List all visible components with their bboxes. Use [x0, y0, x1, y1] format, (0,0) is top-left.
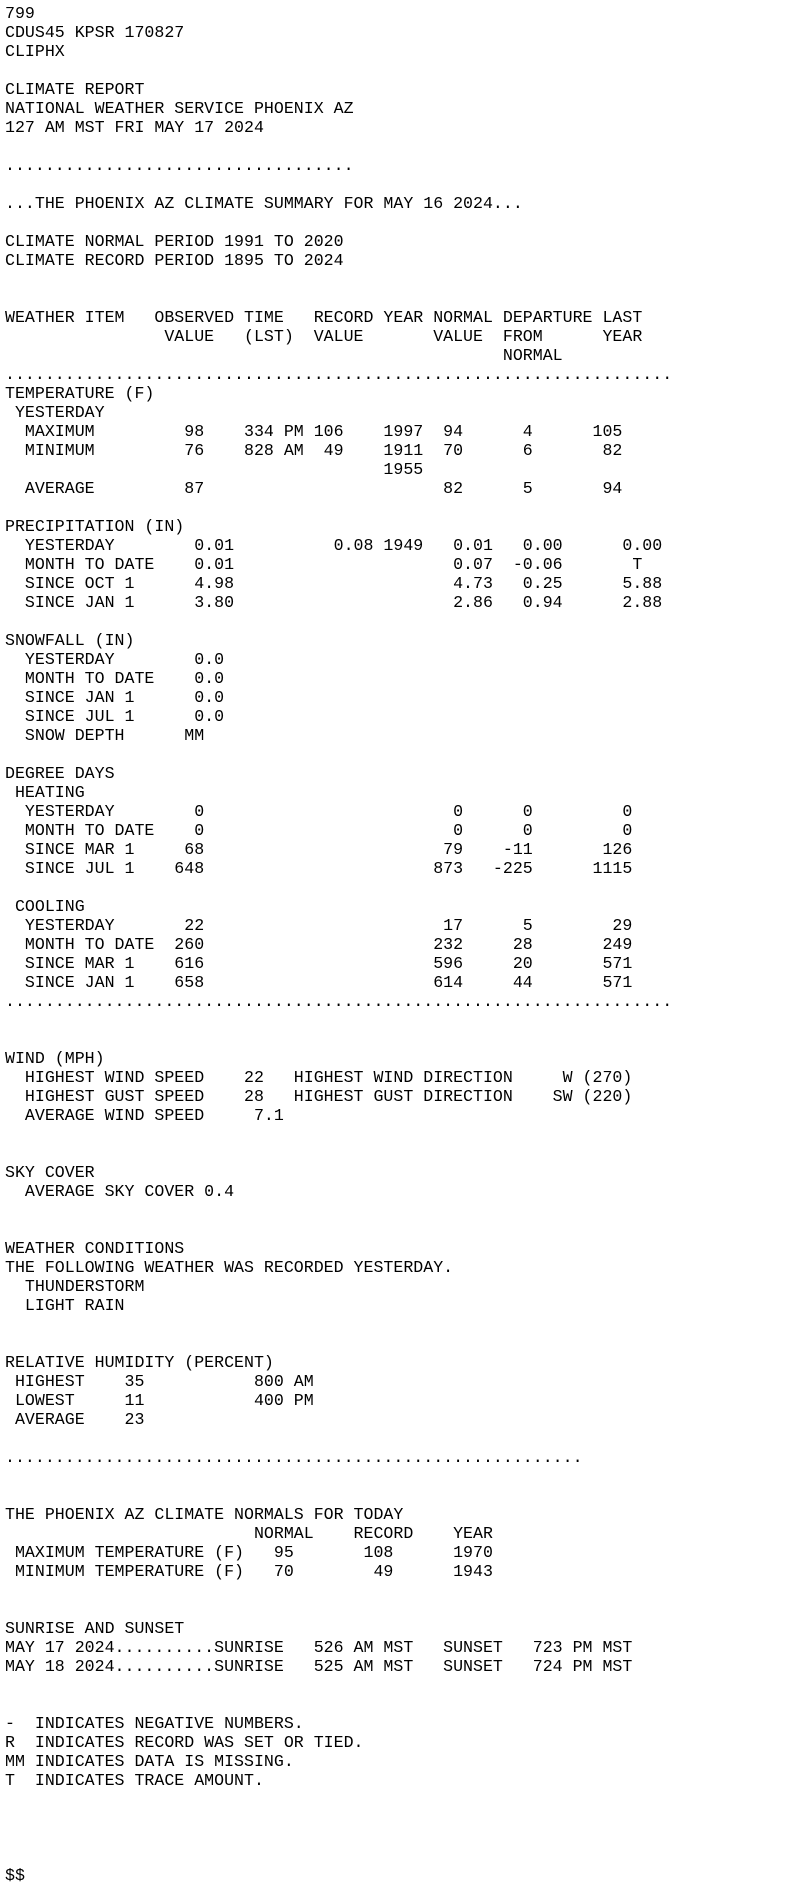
- report-line: SINCE MAR 1 616 596 20 571: [5, 954, 633, 973]
- report-line: WIND (MPH): [5, 1049, 105, 1068]
- report-line: - INDICATES NEGATIVE NUMBERS.: [5, 1714, 304, 1733]
- report-line: YESTERDAY 0 0 0 0: [5, 802, 633, 821]
- report-line: HIGHEST 35 800 AM: [5, 1372, 314, 1391]
- report-line: SNOW DEPTH MM: [5, 726, 205, 745]
- report-line: T INDICATES TRACE AMOUNT.: [5, 1771, 264, 1790]
- report-line: SINCE OCT 1 4.98 4.73 0.25 5.88: [5, 574, 663, 593]
- report-line: TEMPERATURE (F): [5, 384, 155, 403]
- report-line: SNOWFALL (IN): [5, 631, 135, 650]
- report-line: CDUS45 KPSR 170827: [5, 23, 185, 42]
- report-line: COOLING: [5, 897, 85, 916]
- report-line: ...THE PHOENIX AZ CLIMATE SUMMARY FOR MAY 16 2024...: [5, 194, 523, 213]
- report-line: [5, 289, 810, 308]
- report-line: [5, 1144, 810, 1163]
- report-line: HIGHEST WIND SPEED 22 HIGHEST WIND DIRECTION W (270): [5, 1068, 633, 1087]
- report-line: CLIMATE NORMAL PERIOD 1991 TO 2020: [5, 232, 344, 251]
- report-line: WEATHER CONDITIONS: [5, 1239, 185, 1258]
- report-line: THUNDERSTORM: [5, 1277, 145, 1296]
- report-line: MM INDICATES DATA IS MISSING.: [5, 1752, 294, 1771]
- report-line: AVERAGE 23: [5, 1410, 145, 1429]
- report-line: AVERAGE 87 82 5 94: [5, 479, 623, 498]
- report-line: [5, 612, 810, 631]
- report-line: HEATING: [5, 783, 85, 802]
- report-line: MINIMUM 76 828 AM 49 1911 70 6 82: [5, 441, 623, 460]
- report-line: SINCE JAN 1 0.0: [5, 688, 225, 707]
- report-line: 799: [5, 4, 35, 23]
- report-line: PRECIPITATION (IN): [5, 517, 185, 536]
- report-line: [5, 878, 810, 897]
- report-line: LIGHT RAIN: [5, 1296, 125, 1315]
- report-line: MINIMUM TEMPERATURE (F) 70 49 1943: [5, 1562, 493, 1581]
- report-line: THE PHOENIX AZ CLIMATE NORMALS FOR TODAY: [5, 1505, 404, 1524]
- report-line: WEATHER ITEM OBSERVED TIME RECORD YEAR NORMAL DEPARTURE LAST: [5, 308, 643, 327]
- report-line: [5, 1486, 810, 1505]
- report-line: YESTERDAY 0.01 0.08 1949 0.01 0.00 0.00: [5, 536, 663, 555]
- report-line: [5, 213, 810, 232]
- report-line: HIGHEST GUST SPEED 28 HIGHEST GUST DIRECTION SW (220): [5, 1087, 633, 1106]
- report-line: MAY 18 2024..........SUNRISE 525 AM MST SUNSET 724 PM MST: [5, 1657, 633, 1676]
- report-line: SINCE JAN 1 3.80 2.86 0.94 2.88: [5, 593, 663, 612]
- report-line: ...................................................................: [5, 992, 673, 1011]
- report-line: YESTERDAY 0.0: [5, 650, 225, 669]
- report-line: [5, 745, 810, 764]
- report-line: 1955: [5, 460, 424, 479]
- report-line: [5, 1220, 810, 1239]
- report-line: [5, 1695, 810, 1714]
- report-line: SINCE JAN 1 658 614 44 571: [5, 973, 633, 992]
- report-line: MONTH TO DATE 0 0 0 0: [5, 821, 633, 840]
- report-line: RELATIVE HUMIDITY (PERCENT): [5, 1353, 274, 1372]
- report-line: ..........................................................: [5, 1448, 583, 1467]
- report-line: MAY 17 2024..........SUNRISE 526 AM MST SUNSET 723 PM MST: [5, 1638, 633, 1657]
- report-line: [5, 1600, 810, 1619]
- report-line: SKY COVER: [5, 1163, 95, 1182]
- report-line: AVERAGE WIND SPEED 7.1: [5, 1106, 284, 1125]
- report-line: THE FOLLOWING WEATHER WAS RECORDED YESTERDAY.: [5, 1258, 454, 1277]
- report-line: VALUE (LST) VALUE VALUE FROM YEAR: [5, 327, 643, 346]
- report-line: [5, 1847, 810, 1866]
- report-line: ...................................: [5, 156, 354, 175]
- report-line: CLIMATE REPORT: [5, 80, 145, 99]
- report-line: [5, 270, 810, 289]
- report-line: LOWEST 11 400 PM: [5, 1391, 314, 1410]
- report-line: NORMAL: [5, 346, 563, 365]
- report-line: MONTH TO DATE 260 232 28 249: [5, 935, 633, 954]
- report-line: [5, 1429, 810, 1448]
- report-line: [5, 1201, 810, 1220]
- report-line: NORMAL RECORD YEAR: [5, 1524, 493, 1543]
- report-line: SINCE MAR 1 68 79 -11 126: [5, 840, 633, 859]
- report-line: [5, 175, 810, 194]
- report-line: [5, 1011, 810, 1030]
- report-line: ...................................................................: [5, 365, 673, 384]
- report-line: [5, 1315, 810, 1334]
- report-line: YESTERDAY: [5, 403, 105, 422]
- report-line: DEGREE DAYS: [5, 764, 115, 783]
- report-line: YESTERDAY 22 17 5 29: [5, 916, 633, 935]
- report-line: [5, 1334, 810, 1353]
- report-line: [5, 1676, 810, 1695]
- report-line: $$: [5, 1866, 25, 1885]
- report-line: MONTH TO DATE 0.0: [5, 669, 225, 688]
- report-line: SINCE JUL 1 0.0: [5, 707, 225, 726]
- report-line: [5, 1790, 810, 1809]
- report-line: CLIPHX: [5, 42, 65, 61]
- report-line: R INDICATES RECORD WAS SET OR TIED.: [5, 1733, 364, 1752]
- report-line: [5, 1828, 810, 1847]
- report-line: [5, 1030, 810, 1049]
- report-line: CLIMATE RECORD PERIOD 1895 TO 2024: [5, 251, 344, 270]
- report-line: [5, 61, 810, 80]
- report-line: SUNRISE AND SUNSET: [5, 1619, 185, 1638]
- report-line: SINCE JUL 1 648 873 -225 1115: [5, 859, 633, 878]
- report-line: [5, 1467, 810, 1486]
- report-line: [5, 1809, 810, 1828]
- report-line: MAXIMUM TEMPERATURE (F) 95 108 1970: [5, 1543, 493, 1562]
- report-line: [5, 498, 810, 517]
- report-line: MONTH TO DATE 0.01 0.07 -0.06 T: [5, 555, 643, 574]
- report-line: AVERAGE SKY COVER 0.4: [5, 1182, 235, 1201]
- report-line: 127 AM MST FRI MAY 17 2024: [5, 118, 264, 137]
- report-line: MAXIMUM 98 334 PM 106 1997 94 4 105: [5, 422, 623, 441]
- report-line: NATIONAL WEATHER SERVICE PHOENIX AZ: [5, 99, 354, 118]
- report-line: [5, 1581, 810, 1600]
- report-line: [5, 137, 810, 156]
- report-line: [5, 1125, 810, 1144]
